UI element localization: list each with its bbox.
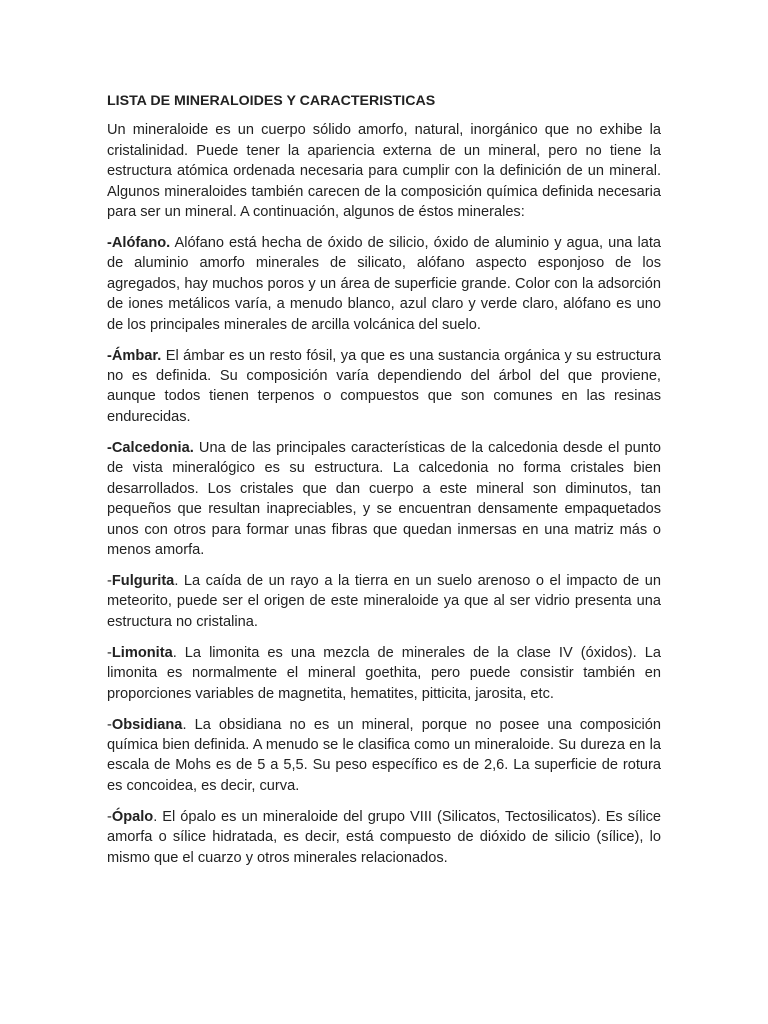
entry-term: -Ámbar. bbox=[107, 347, 162, 364]
document-title: LISTA DE MINERALOIDES Y CARACTERISTICAS bbox=[107, 93, 436, 109]
entry-text: Una de las principales características de la calcedonia desde el punto de vista mineralógico es su estructura. La calcedonia no forma cristales bien desarrollados. Los cristales que dan cuerpo a este mineral son diminutos, tan pequeños que resultan inapreciables, y se encuentran densamente empaquetados unos con otros para formar unas fibras que quedan inmersas en una matriz más o menos amorfa. bbox=[107, 439, 661, 558]
entry-text: . La obsidiana no es un mineral, porque no posee una composición química bien definida. A menudo se le clasifica como un mineraloide. Su dureza en la escala de Mohs es de 5 a 5,5. Su peso específico es de 2,6. La superficie de rotura es concoidea, es decir, curva. bbox=[107, 716, 661, 794]
entry-obsidiana bbox=[107, 715, 661, 797]
entry-prefix: - bbox=[107, 572, 112, 589]
entry-prefix: - bbox=[107, 808, 112, 825]
entry-term: Ópalo bbox=[111, 808, 154, 825]
entry-fulgurita bbox=[107, 571, 661, 632]
entry-calcedonia bbox=[107, 438, 661, 560]
entry-limonita bbox=[107, 643, 661, 704]
entry-alofano bbox=[107, 233, 661, 335]
entry-prefix: - bbox=[107, 644, 112, 661]
entry-ambar bbox=[107, 346, 661, 428]
entry-term: -Calcedonia. bbox=[107, 439, 194, 456]
entry-text: . La limonita es una mezcla de minerales de la clase IV (óxidos). La limonita es normalmente el mineral goethita, pero puede consistir también en proporciones variables de magnetita, hematites, pitticita, jarosita, etc. bbox=[107, 644, 661, 702]
entry-text: . La caída de un rayo a la tierra en un suelo arenoso o el impacto de un meteorito, puede ser el origen de este mineraloide ya que al ser vidrio presenta una estructura no cristalina. bbox=[107, 572, 661, 630]
entry-term: Fulgurita bbox=[111, 572, 175, 589]
entry-text: Alófano está hecha de óxido de silicio, óxido de aluminio y agua, una lata de aluminio amorfo minerales de silicato, alófano aspecto esponjoso de los agregados, hay muchos poros y un área de superficie grande. Color con la adsorción de iones metálicos varía, a menudo blanco, azul claro y verde claro, alófano es uno de los principales minerales de arcilla volcánica del suelo. bbox=[107, 235, 661, 333]
entry-prefix: - bbox=[107, 716, 112, 733]
entry-term: Obsidiana bbox=[111, 716, 183, 733]
entry-text: . El ópalo es un mineraloide del grupo VIII (Silicatos, Tectosilicatos). Es sílice amorfa o sílice hidratada, es decir, está compuesto de dióxido de silicio (sílice), lo mismo que el cuarzo y otros minerales relacionados. bbox=[107, 808, 661, 866]
document-page bbox=[107, 91, 661, 879]
entry-term: Limonita bbox=[111, 644, 173, 661]
entry-opalo bbox=[107, 807, 661, 868]
intro-paragraph: Un mineraloide es un cuerpo sólido amorfo, natural, inorgánico que no exhibe la cristalinidad. Puede tener la apariencia externa de un mineral, pero no tiene la estructura atómica ordenada necesaria para cumplir con la definición de un mineral. Algunos mineraloides también carecen de la composición química definida necesaria para ser un mineral. A continuación, algunos de éstos minerales: bbox=[107, 122, 661, 221]
entry-term: -Alófano. bbox=[107, 235, 171, 252]
entry-text: El ámbar es un resto fósil, ya que es una sustancia orgánica y su estructura no es definida. Su composición varía dependiendo del árbol del que proviene, aunque todos tienen terpenos o compuestos que son comunes en las resinas endurecidas. bbox=[107, 347, 661, 425]
